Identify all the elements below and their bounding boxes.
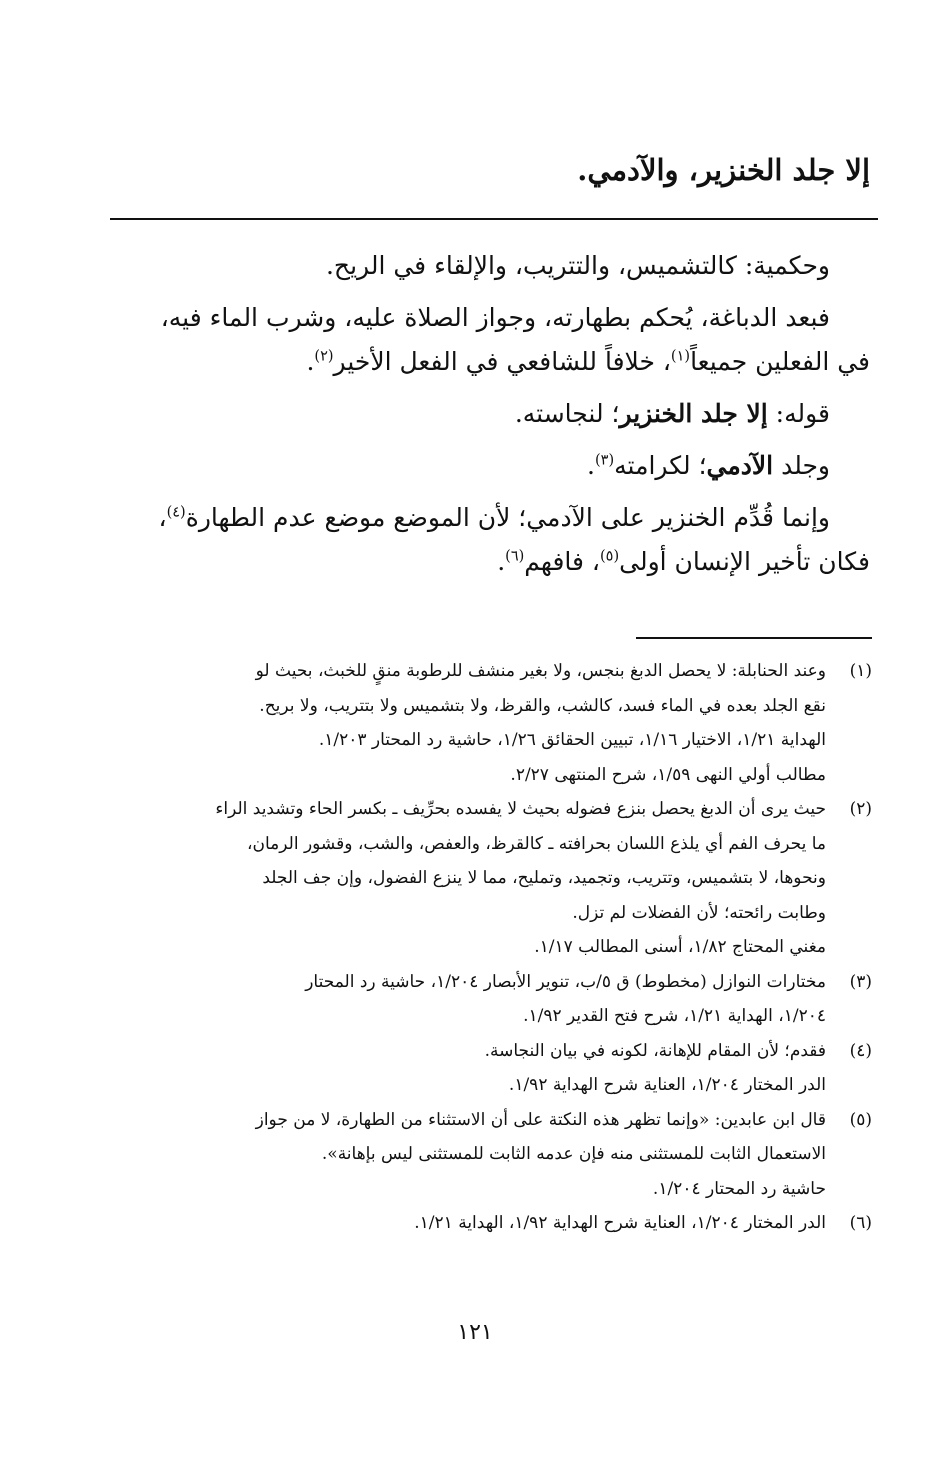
paragraph-5-line-2-text-b: ، فافهم (524, 547, 600, 576)
footnote-line: مغني المحتاج ١/٨٢، أسنى المطالب ١/١٧. (534, 937, 826, 957)
footnote-body (78, 792, 826, 965)
footnote-line: الدر المختار ١/٢٠٤، العناية شرح الهداية ١/٩٢. (508, 1075, 826, 1095)
footnote-6 (78, 1206, 872, 1241)
footnote-5 (78, 1103, 872, 1207)
paragraph-2 (78, 296, 870, 384)
footnote-line: وطابت رائحته؛ لأن الفضلات لم تزل. (572, 902, 826, 923)
paragraph-4-text-b: ؛ لكرامته (614, 451, 707, 480)
footnote-2 (78, 792, 872, 965)
paragraph-3-text-b: ؛ لنجاسته. (514, 399, 620, 428)
footnote-line: نقع الجلد بعده في الماء فسد، كالشب، والقرظ، ولا بتشميس ولا بتتريب، ولا بريح. (259, 695, 826, 716)
footnote-ref-6[interactable]: (٦) (505, 548, 525, 565)
footnote-body (78, 965, 826, 1034)
footnote-line: ونحوها، لا بتشميس، وتتريب، وتجميد، وتمليح، مما لا ينزع الفضول، وإن جف الجلد (262, 868, 826, 888)
paragraph-5-line-1-text-a: وإنما قُدِّم الخنزير على الآدمي؛ لأن الموضع موضع عدم الطهارة (185, 503, 830, 532)
paragraph-2-line-1 (78, 296, 870, 340)
paragraph-2-line-2-text-c: . (306, 347, 315, 376)
footnote-line: وعند الحنابلة: لا يحصل الدبغ بنجس، ولا بغير منشف للرطوبة منقٍ للخبث، بحيث لو (255, 661, 826, 681)
footnote-ref-1[interactable]: (١) (670, 348, 691, 365)
footnote-body (78, 654, 826, 792)
footnote-1 (78, 654, 872, 792)
paragraph-1-text: وحكمية: كالتشميس، والتتريب، والإلقاء في الريح. (325, 251, 830, 280)
footnote-line: الدر المختار ١/٢٠٤، العناية شرح الهداية ١/٩٢، الهداية ١/٢١. (414, 1213, 826, 1233)
footnote-ref-2[interactable]: (٢) (314, 348, 334, 365)
footnote-line: الهداية ١/٢١، الاختيار ١/١٦، تبيين الحقائق ١/٢٦، حاشية رد المحتار ١/٢٠٣. (318, 730, 826, 750)
footnote-number: (٣) (849, 971, 872, 992)
paragraph-4 (78, 444, 870, 488)
footnotes (78, 654, 872, 1241)
paragraph-5-line-2-text-c: . (497, 547, 506, 576)
paragraph-1 (78, 244, 870, 288)
header-divider (110, 218, 878, 220)
footnote-number: (٥) (849, 1109, 872, 1130)
footnote-line: مطالب أولي النهى ١/٥٩، شرح المنتهى ٢/٢٧. (510, 764, 826, 785)
footnote-line: حيث يرى أن الدبغ يحصل بنزع فضوله بحيث لا يفسده بحرِّيف ـ بكسر الحاء وتشديد الراء (215, 799, 826, 819)
footnote-number: (٦) (849, 1213, 872, 1233)
footnote-line: فقدم؛ لأن المقام للإهانة، لكونه في بيان النجاسة. (484, 1040, 826, 1061)
footnote-ref-5[interactable]: (٥) (600, 548, 620, 565)
paragraph-5-line-1-text-b: ، (158, 503, 167, 532)
footnote-line: قال ابن عابدين: «وإنما تظهر هذه النكتة على أن الاستثناء من الطهارة، لا من جواز (255, 1109, 826, 1130)
paragraph-5-line-2-text-a: فكان تأخير الإنسان أولى (619, 547, 870, 576)
paragraph-2-line-2-text-b: ، خلافاً للشافعي في الفعل الأخير (333, 347, 671, 376)
footnote-number: (١) (849, 661, 872, 681)
paragraph-3-bold-quote: إلا جلد الخنزير (619, 399, 768, 428)
footnote-line: حاشية رد المحتار ١/٢٠٤. (652, 1178, 826, 1199)
footnote-body (78, 1103, 826, 1207)
paragraph-5-line-2 (78, 540, 870, 584)
footnote-body (78, 1034, 826, 1103)
main-text (78, 244, 870, 592)
footnote-4 (78, 1034, 872, 1103)
paragraph-5-line-1 (78, 496, 870, 540)
footnote-number: (٢) (849, 799, 872, 819)
page-number: ١٢١ (457, 1320, 493, 1345)
footnote-line: ما يحرف الفم أي يلذع اللسان بحرافته ـ كالقرظ، والعفص، والشب، وقشور الرمان، (247, 833, 826, 854)
footnote-ref-4[interactable]: (٤) (166, 504, 186, 521)
paragraph-2-line-2 (78, 340, 870, 384)
paragraph-2-line-1-text: فبعد الدباغة، يُحكم بطهارته، وجواز الصلاة عليه، وشرب الماء فيه، (160, 303, 830, 332)
footnote-body (78, 1206, 826, 1241)
paragraph-2-line-2-text-a: في الفعلين جميعاً (690, 347, 870, 376)
footnote-line: مختارات النوازل (مخطوط) ق ٥/ب، تنوير الأبصار ١/٢٠٤، حاشية رد المحتار (305, 971, 826, 992)
paragraph-4-text-c: . (587, 451, 595, 480)
footnote-number: (٤) (849, 1040, 872, 1061)
footnote-line: ١/٢٠٤، الهداية ١/٢١، شرح فتح القدير ١/٩٢. (523, 1006, 826, 1026)
footnote-ref-3[interactable]: (٣) (595, 452, 615, 469)
paragraph-4-bold-quote: الآدمي (706, 451, 774, 480)
footnote-3 (78, 965, 872, 1034)
page-title: إلا جلد الخنزير، والآدمي. (577, 153, 870, 187)
footnote-line: الاستعمال الثابت للمستثنى منه فإن عدمه الثابت للمستثنى ليس بإهانة». (321, 1144, 826, 1164)
paragraph-4-text-a: وجلد (773, 451, 830, 480)
paragraph-5 (78, 496, 870, 584)
paragraph-3 (78, 392, 870, 436)
footnote-divider (636, 637, 872, 639)
paragraph-3-text-a: قوله: (767, 399, 830, 428)
